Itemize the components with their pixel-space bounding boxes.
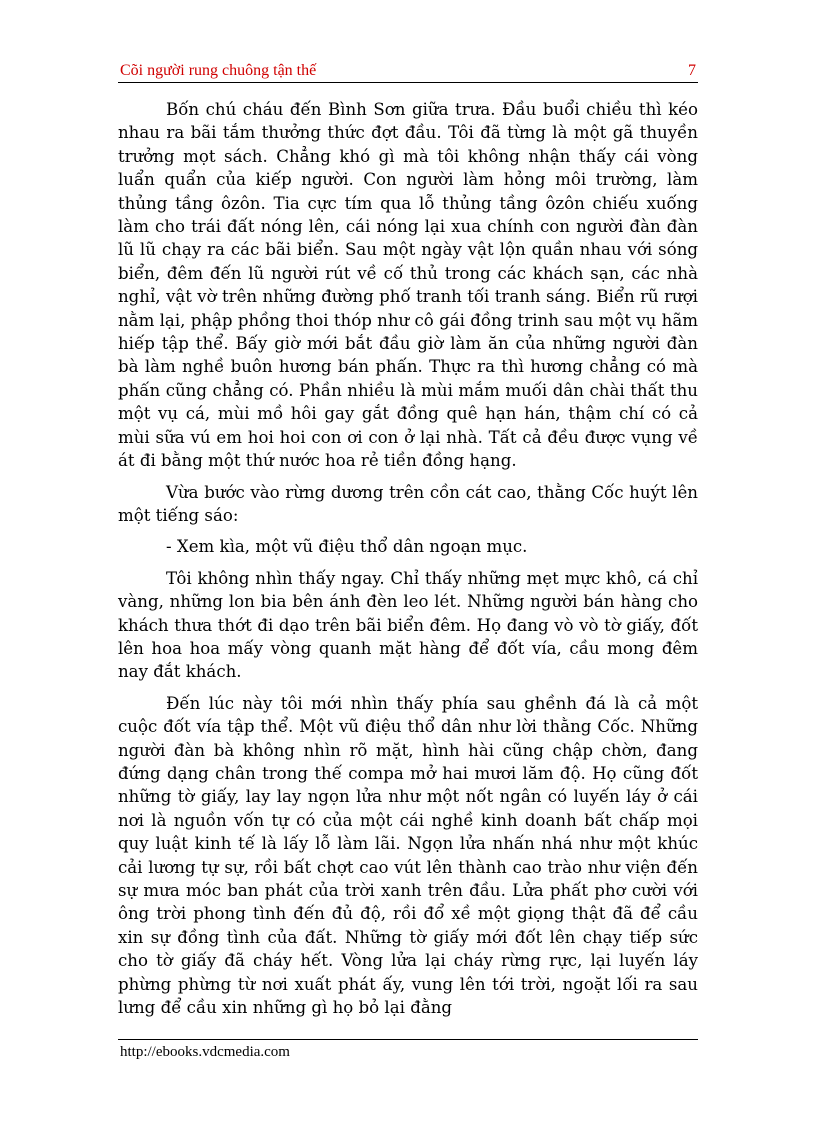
- paragraph-4: Tôi không nhìn thấy ngay. Chỉ thấy những mẹt mực khô, cá chỉ vàng, những lon bia bên ánh đèn leo lét. Những người bán hàng cho khách thưa thớt đi dạo trên bãi biển đêm. Họ đang vò vò tờ giấy, đốt lên hoa hoa mấy vòng quanh mặt hàng để đốt vía, cầu mong đêm nay đắt khách.: [118, 568, 698, 682]
- page-content: [118, 98, 698, 1027]
- paragraph-1: Bốn chú cháu đến Bình Sơn giữa trưa. Đầu buổi chiều thì kéo nhau ra bãi tắm thưởng thức đợt đầu. Tôi đã từng là một gã thuyền trưởng mọt sách. Chẳng khó gì mà tôi không nhận thấy cái vòng luẩn quẩn của kiếp người. Con người làm hỏng môi trường, làm thủng tầng ôzôn. Tia cực tím qua lỗ thủng tầng ôzôn chiếu xuống làm cho trái đất nóng lên, cái nóng lại xua chính con người đàn đàn lũ lũ chạy ra các bãi biển. Sau một ngày vật lộn quần nhau với sóng biển, đêm đến lũ người rút về cố thủ trong các khách sạn, các nhà nghỉ, vật vờ trên những đường phố tranh tối tranh sáng. Biển rũ rượi nằm lại, phập phồng thoi thóp như cô gái đồng trinh sau một vụ hãm hiếp tập thể. Bấy giờ mới bắt đầu giờ làm ăn của những người đàn bà làm nghề buôn hương bán phấn. Thực ra thì hương chẳng có mà phấn cũng chẳng có. Phần nhiều là mùi mắm muối dân chài thất thu một vụ cá, mùi mồ hôi gay gắt đồng quê hạn hán, thậm chí có cả mùi sữa vú em hoi hoi con ơi con ở lại nhà. Tất cả đều được vụng về át đi bằng một thứ nước hoa rẻ tiền đồng hạng.: [118, 100, 698, 471]
- page-header: [118, 58, 698, 83]
- paragraph-5: Đến lúc này tôi mới nhìn thấy phía sau ghềnh đá là cả một cuộc đốt vía tập thể. Một vũ điệu thổ dân như lời thằng Cốc. Những người đàn bà không nhìn rõ mặt, hình hài cũng chập chờn, đang đứng dạng chân trong thế compa mở hai mươi lăm độ. Họ cũng đốt những tờ giấy, lay lay ngọn lửa như một nốt ngân có luyến láy ở cái nơi là nguồn vốn tự có của một cái nghề kinh doanh bất chấp mọi quy luật kinh tế là lấy lỗ làm lãi. Ngọn lửa nhấn nhá như một khúc cải lương tự sự, rồi bất chợt cao vút lên thành cao trào như viện đến sự mưa móc ban phát của trời xanh trên đầu. Lửa phất phơ cười với ông trời phong tình đến đủ độ, rồi đổ xề một giọng thật đã để cầu xin sự đồng tình của đất. Những tờ giấy mới đốt lên chạy tiếp sức cho tờ giấy đã cháy hết. Vòng lửa lại cháy rừng rực, lại luyến láy phừng phừng từ nơi xuất phát ấy, vung lên tới trời, ngoặt lối ra sau lưng để cầu xin những gì họ bỏ lại đằng: [118, 693, 698, 1018]
- page-number: 7: [688, 62, 696, 79]
- paragraph-2: Vừa bước vào rừng dương trên cồn cát cao, thằng Cốc huýt lên một tiếng sáo:: [118, 482, 698, 525]
- page-footer: [118, 1039, 698, 1061]
- paragraph-3: - Xem kìa, một vũ điệu thổ dân ngoạn mục.: [166, 537, 528, 557]
- footer-url[interactable]: http://ebooks.vdcmedia.com: [120, 1044, 290, 1060]
- book-title: Cõi người rung chuông tận thế: [120, 62, 317, 79]
